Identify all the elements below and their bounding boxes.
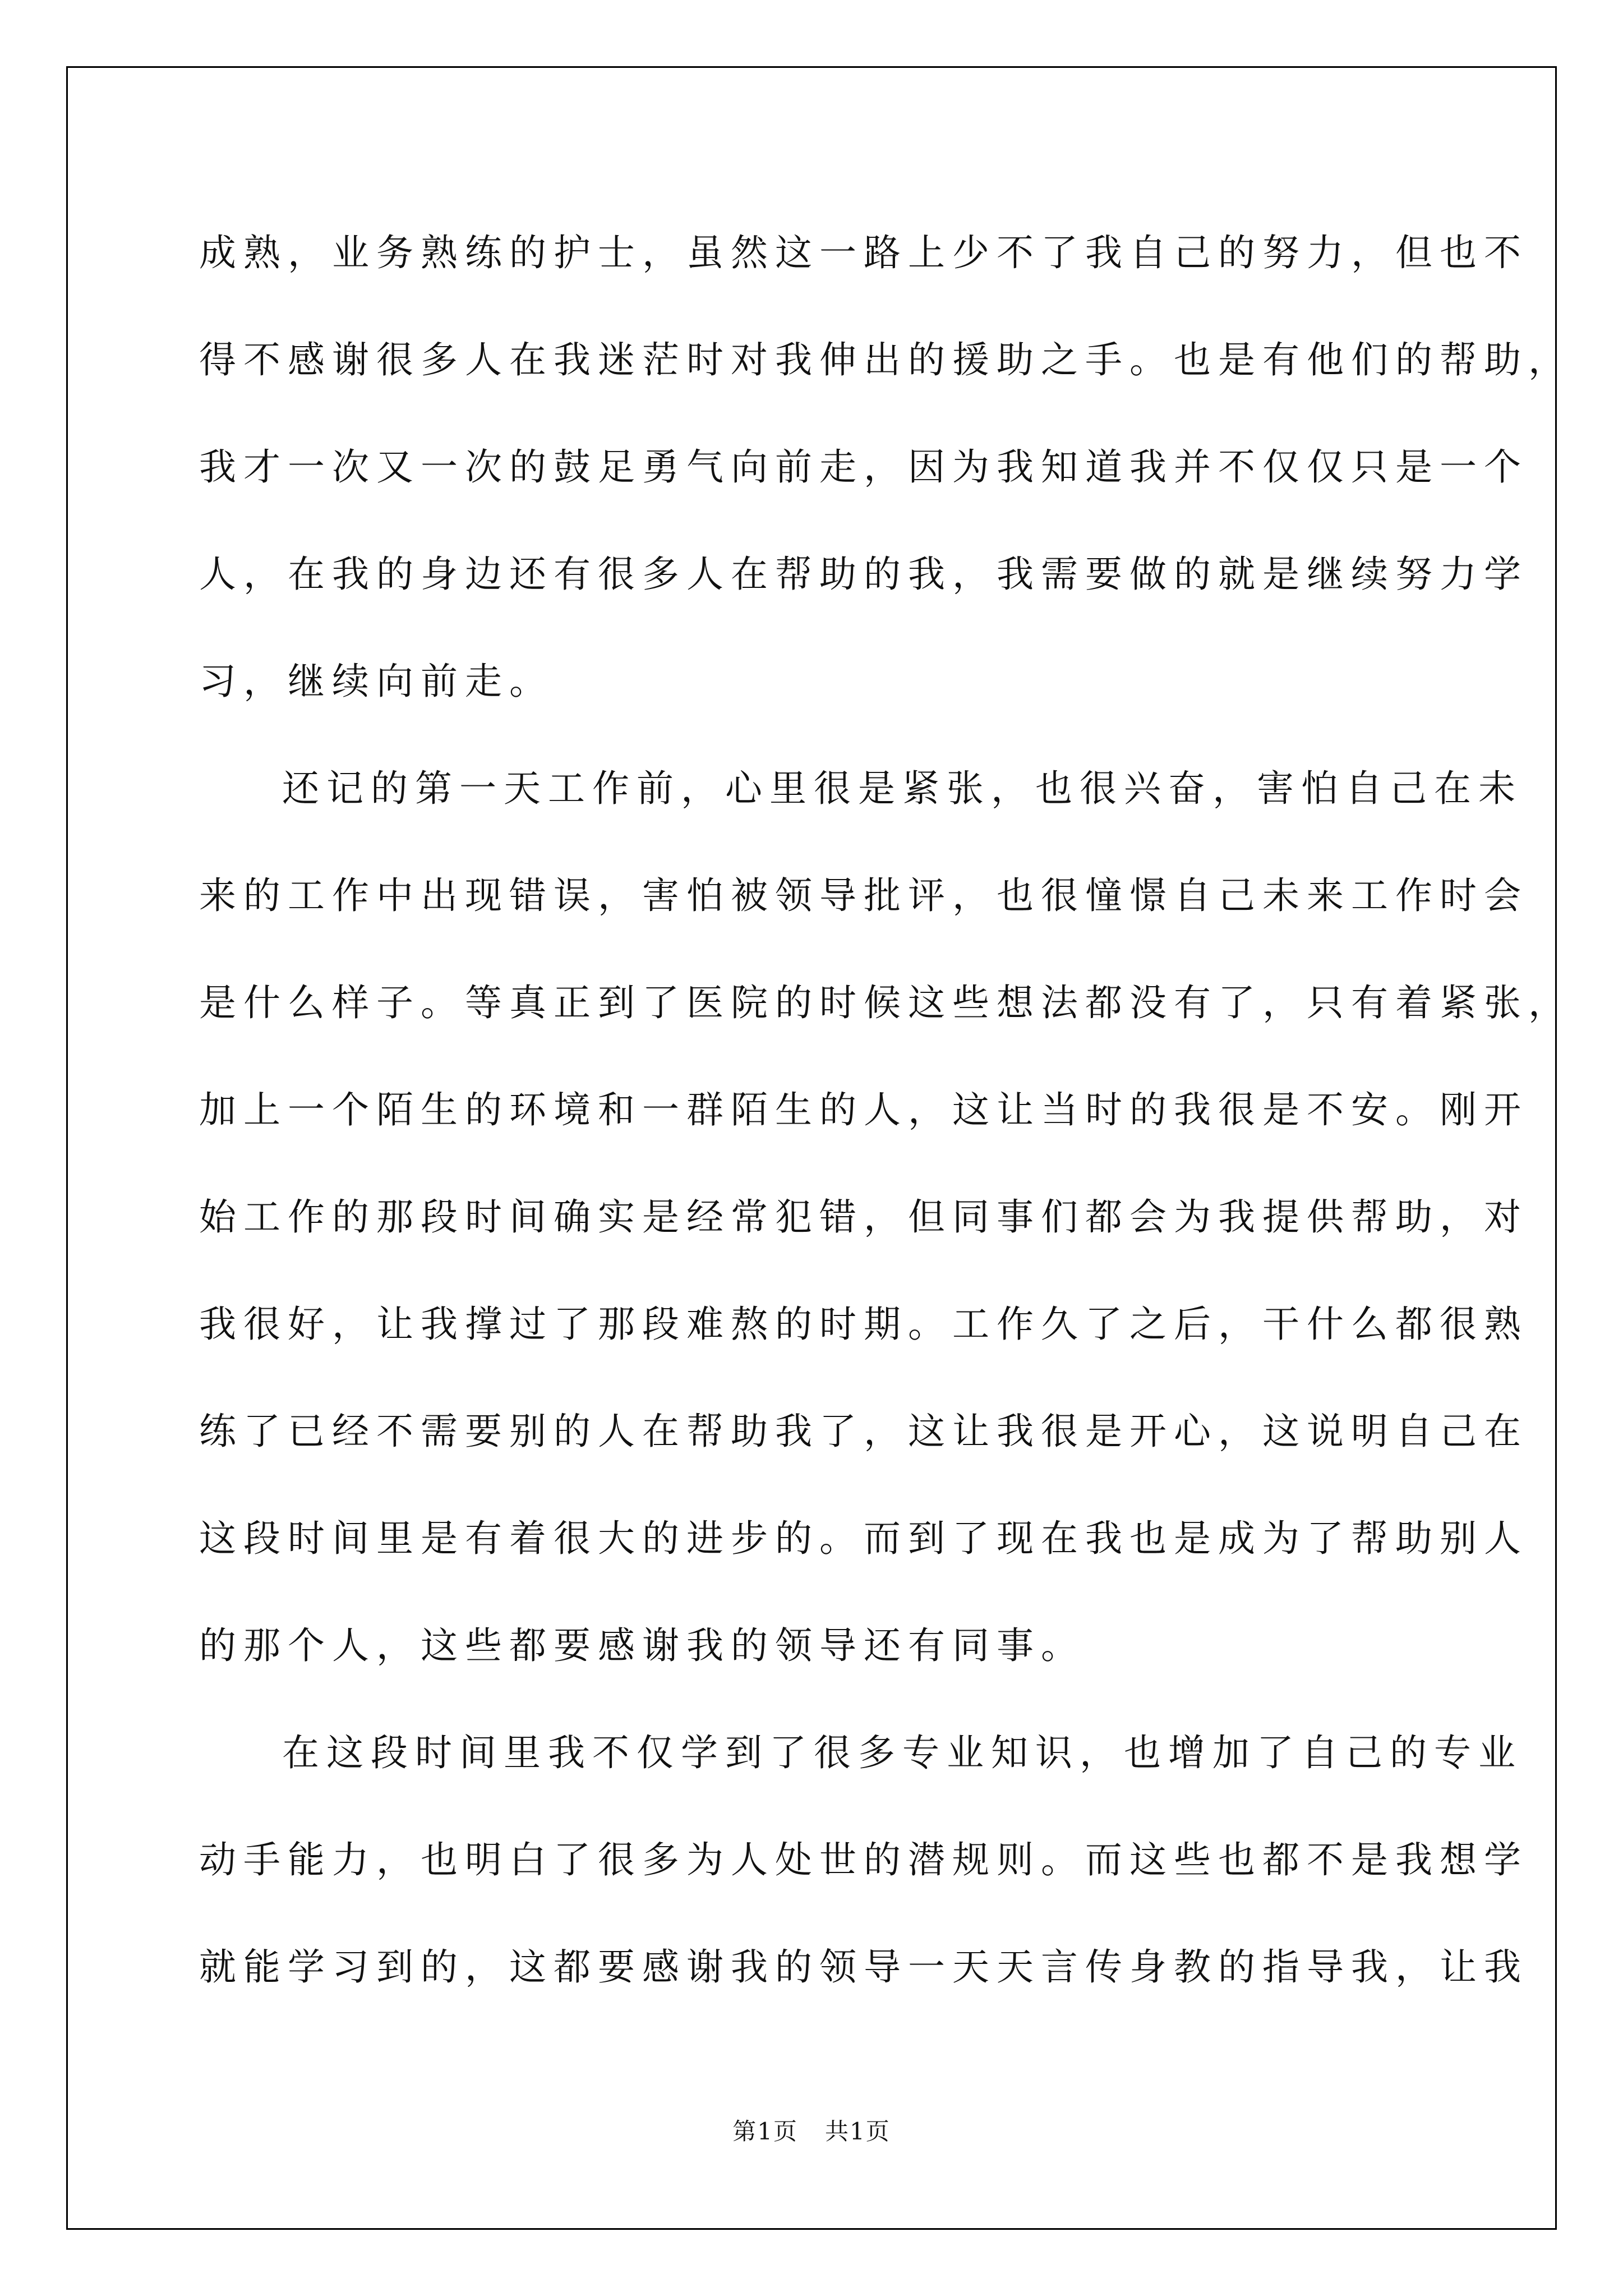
text-line: 这段时间里是有着很大的进步的。而到了现在我也是成为了帮助别人 [199, 1517, 1528, 1560]
text-line: 动手能力，也明白了很多为人处世的潜规则。而这些也都不是我想学 [199, 1838, 1528, 1881]
text-line: 加上一个陌生的环境和一群陌生的人，这让当时的我很是不安。刚开 [199, 1088, 1528, 1131]
text-line: 我很好，让我撑过了那段难熬的时期。工作久了之后，干什么都很熟 [199, 1303, 1528, 1346]
text-line: 来的工作中出现错误，害怕被领导批评，也很憧憬自己未来工作时会 [199, 874, 1528, 917]
text-line: 就能学习到的，这都要感谢我的领导一天天言传身教的指导我，让我 [199, 1945, 1528, 1989]
page-number-current: 第1页 [732, 2118, 798, 2145]
text-line: 得不感谢很多人在我迷茫时对我伸出的援助之手。也是有他们的帮助， [199, 338, 1573, 381]
text-line: 练了已经不需要别的人在帮助我了，这让我很是开心，这说明自己在 [199, 1410, 1528, 1453]
text-line: 在这段时间里我不仅学到了很多专业知识，也增加了自己的专业 [282, 1731, 1523, 1774]
text-line: 习，继续向前走。 [199, 660, 554, 703]
page-footer [0, 2115, 1623, 2148]
text-line: 是什么样子。等真正到了医院的时候这些想法都没有了，只有着紧张， [199, 981, 1573, 1024]
document-body [199, 199, 1573, 2021]
text-line: 成熟，业务熟练的护士，虽然这一路上少不了我自己的努力，但也不 [199, 231, 1528, 274]
text-line: 人，在我的身边还有很多人在帮助的我，我需要做的就是继续努力学 [199, 553, 1528, 596]
text-line: 我才一次又一次的鼓足勇气向前走，因为我知道我并不仅仅只是一个 [199, 445, 1528, 489]
text-line: 还记的第一天工作前，心里很是紧张，也很兴奋，害怕自己在未 [282, 767, 1523, 810]
text-line: 始工作的那段时间确实是经常犯错，但同事们都会为我提供帮助，对 [199, 1195, 1528, 1239]
page-number-total: 共1页 [825, 2118, 891, 2145]
text-line: 的那个人，这些都要感谢我的领导还有同事。 [199, 1624, 1085, 1667]
